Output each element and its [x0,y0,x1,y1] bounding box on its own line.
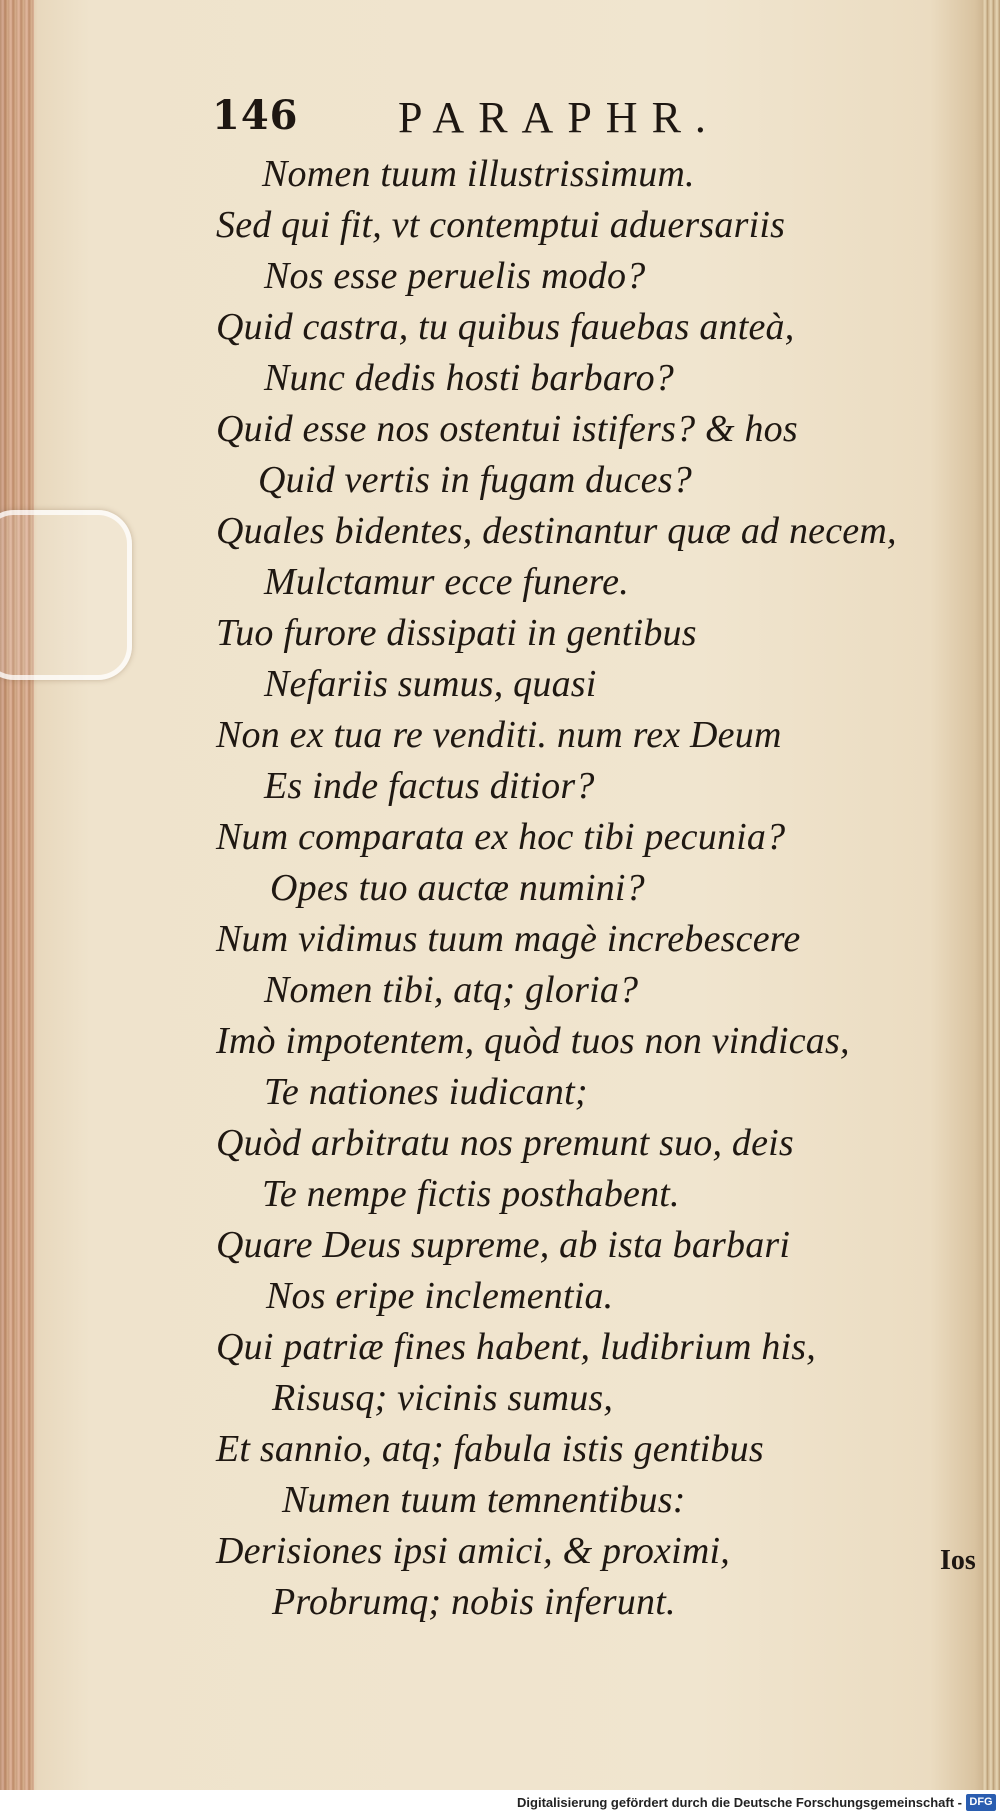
verse-line: Num comparata ex hoc tibi pecunia? [216,816,786,858]
verse-line: Num vidimus tuum magè increbescere [216,918,801,960]
verse-line: Quare Deus supreme, ab ista barbari [216,1224,791,1266]
verse-line: Quid castra, tu quibus fauebas anteà, [216,306,795,348]
verse-line: Et sannio, atq; fabula istis gentibus [216,1428,764,1470]
verse-line: Tuo furore dissipati in gentibus [216,612,697,654]
catchword: Ios [940,1545,976,1576]
verse-line: Non ex tua re venditi. num rex Deum [216,714,782,756]
page-number: 146 [212,92,299,139]
verse-line: Quid vertis in fugam duces? [258,459,692,501]
verse-line: Nos esse peruelis modo? [264,255,646,297]
footer-credit: Digitalisierung gefördert durch die Deutsche Forschungsgemeinschaft - [517,1795,962,1810]
verse-line: Nomen tuum illustrissimum. [262,153,695,195]
verse-line: Probrumq; nobis inferunt. [272,1581,676,1623]
verse-line: Imò impotentem, quòd tuos non vindicas, [216,1020,850,1062]
verse-line: Quid esse nos ostentui istifers? & hos [216,408,798,450]
running-head: PARAPHR. [398,93,720,142]
verse-line: Es inde factus ditior? [264,765,595,807]
digitization-footer [0,1790,1000,1816]
dfg-logo: DFG [966,1794,996,1811]
verse-line: Numen tuum temnentibus: [282,1479,686,1521]
verse-line: Te nempe fictis posthabent. [262,1173,680,1215]
verse-line: Te nationes iudicant; [264,1071,588,1113]
verse-line: Quales bidentes, destinantur quæ ad necem, [216,510,897,552]
verse-line: Risusq; vicinis sumus, [272,1377,614,1419]
verse-line: Sed qui fit, vt contemptui aduersariis [216,204,786,246]
verse-line: Nomen tibi, atq; gloria? [264,969,639,1011]
verse-line: Quòd arbitratu nos premunt suo, deis [216,1122,794,1164]
verse-line: Nefariis sumus, quasi [264,663,597,705]
verse-line: Opes tuo auctæ numini? [270,867,645,909]
verse-line: Nunc dedis hosti barbaro? [264,357,674,399]
verse-line: Qui patriæ fines habent, ludibrium his, [216,1326,816,1368]
verse-line: Derisiones ipsi amici, & proximi, [216,1530,730,1572]
verse-line: Mulctamur ecce funere. [264,561,629,603]
verse-line: Nos eripe inclementia. [266,1275,614,1317]
